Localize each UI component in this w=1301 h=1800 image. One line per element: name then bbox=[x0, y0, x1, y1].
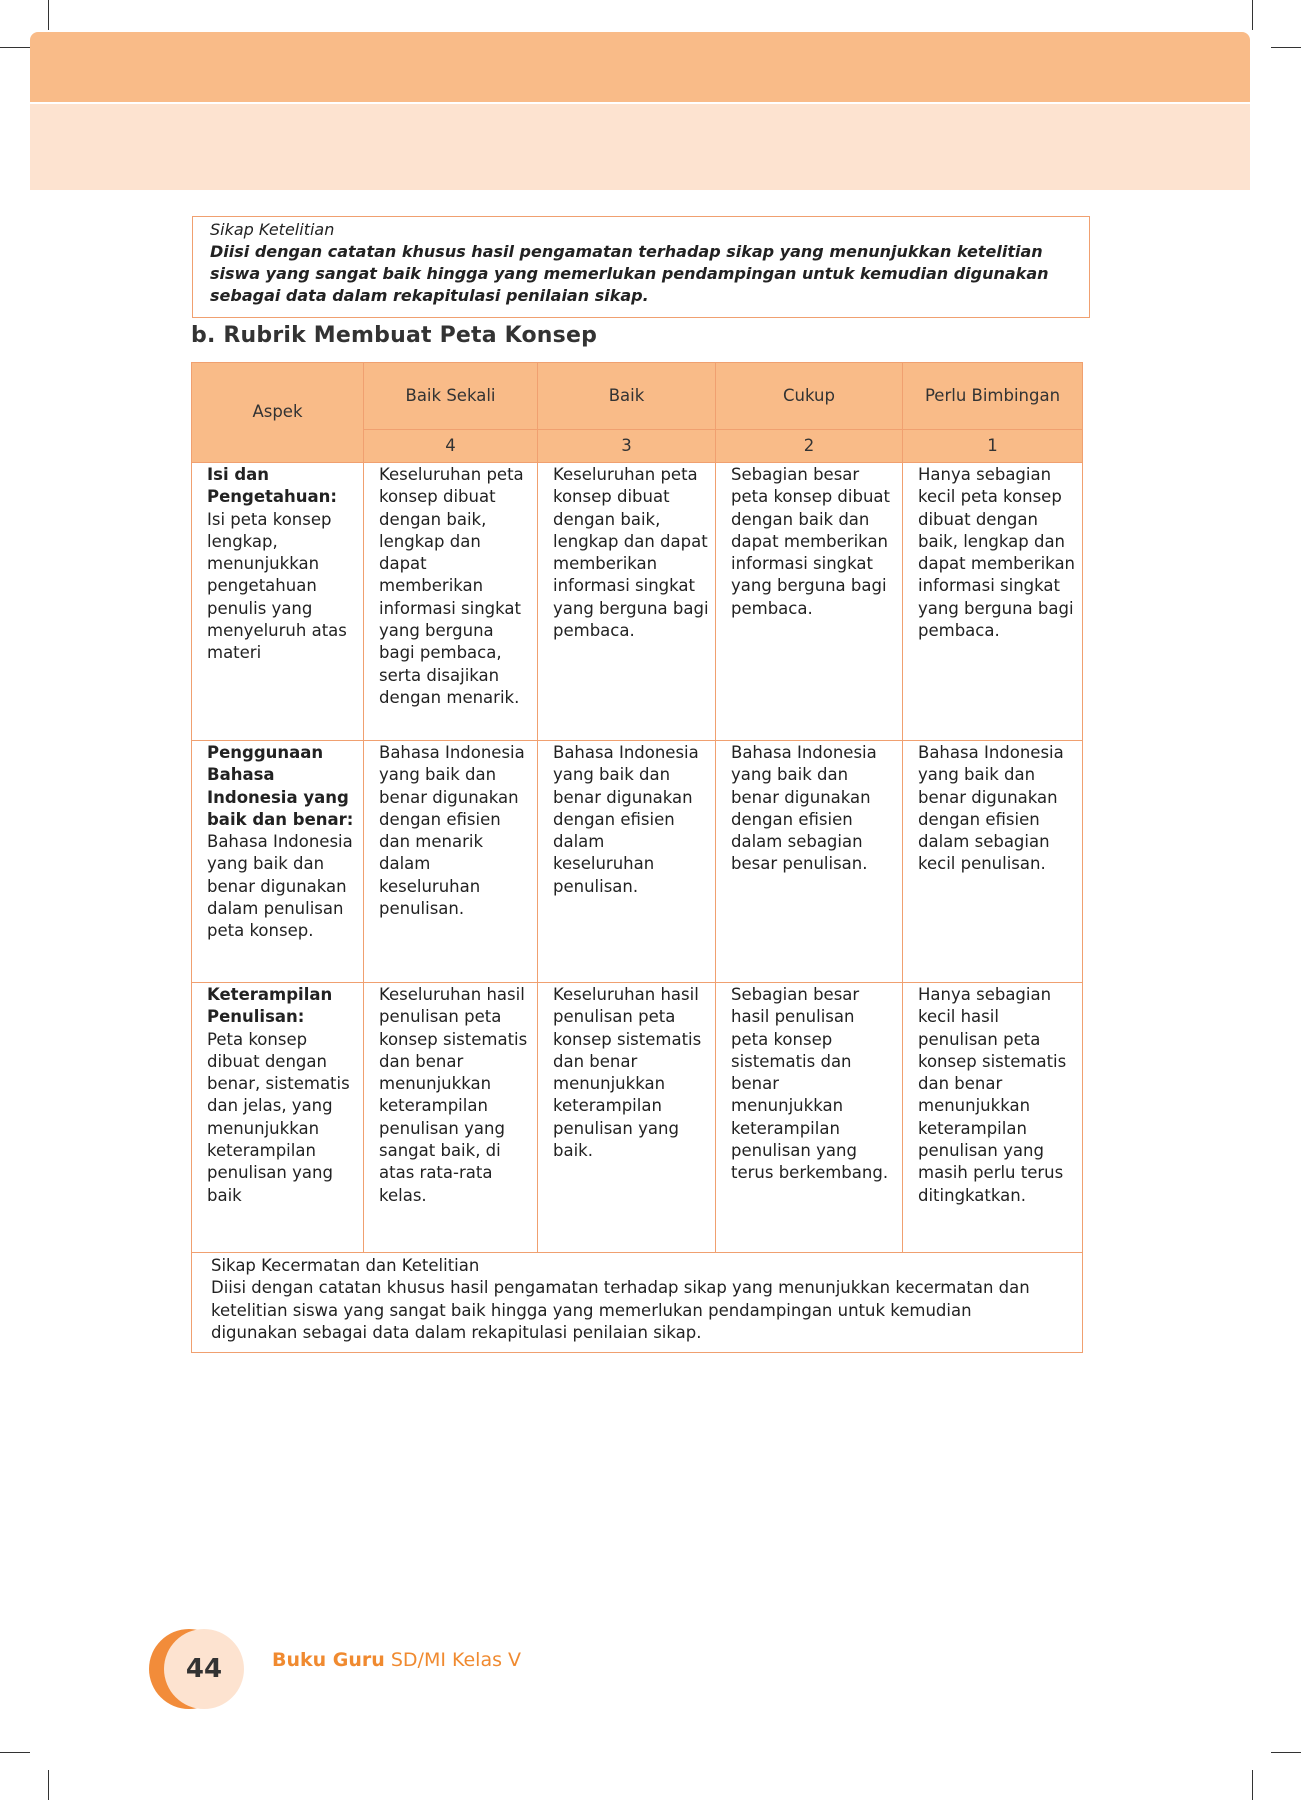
section-title: b. Rubrik Membuat Peta Konsep bbox=[191, 323, 598, 348]
table-footer-row bbox=[192, 1253, 1083, 1353]
table-row bbox=[192, 741, 1083, 983]
table-cell: Bahasa Indonesia yang baik dan benar digunakan dengan efisien dalam sebagian kecil penulisan. bbox=[903, 741, 1083, 983]
crop-mark bbox=[48, 0, 49, 30]
table-header-row bbox=[192, 363, 1083, 430]
table-cell: Bahasa Indonesia yang baik dan benar digunakan dengan efisien dalam sebagian besar penulisan. bbox=[716, 741, 903, 983]
score-header: 3 bbox=[538, 430, 716, 463]
table-cell: Hanya sebagian kecil peta konsep dibuat dengan baik, lengkap dan dapat memberikan informasi singkat yang berguna bagi pembaca. bbox=[903, 463, 1083, 741]
aspect-cell bbox=[192, 463, 364, 741]
footer-note-text: Diisi dengan catatan khusus hasil pengamatan terhadap sikap yang menunjukkan kecermatan dan ketelitian siswa yang sangat baik hingga yang memerlukan pendampingan untuk kemudian digunakan sebagai data dalam rekapitulasi penilaian sikap. bbox=[211, 1278, 1030, 1342]
crop-mark bbox=[48, 1770, 49, 1800]
book-title-rest: SD/MI Kelas V bbox=[384, 1649, 522, 1671]
crop-mark bbox=[1271, 47, 1301, 48]
table-cell: Keseluruhan peta konsep dibuat dengan baik, lengkap dan dapat memberikan informasi singkat yang berguna bagi pembaca, serta disajikan dengan menarik. bbox=[364, 463, 538, 741]
table-cell: Keseluruhan hasil penulisan peta konsep sistematis dan benar menunjukkan keterampilan penulisan yang sangat baik, di atas rata-rata kelas. bbox=[364, 983, 538, 1253]
aspect-desc: Peta konsep dibuat dengan benar, sistematis dan jelas, yang menunjukkan keterampilan penulisan yang baik bbox=[207, 1029, 350, 1205]
level-header: Baik bbox=[538, 363, 716, 430]
score-header: 1 bbox=[903, 430, 1083, 463]
level-header: Perlu Bimbingan bbox=[903, 363, 1083, 430]
score-header: 2 bbox=[716, 430, 903, 463]
aspect-header: Aspek bbox=[192, 363, 364, 463]
table-row bbox=[192, 463, 1083, 741]
crop-mark bbox=[0, 47, 30, 48]
level-header: Cukup bbox=[716, 363, 903, 430]
table-row bbox=[192, 983, 1083, 1253]
table-cell: Keseluruhan peta konsep dibuat dengan baik, lengkap dan dapat memberikan informasi singkat yang berguna bagi pembaca. bbox=[538, 463, 716, 741]
crop-mark bbox=[1271, 1752, 1301, 1753]
footer-note-title: Sikap Kecermatan dan Ketelitian bbox=[211, 1256, 480, 1275]
crop-mark bbox=[1252, 1770, 1253, 1800]
table-cell: Keseluruhan hasil penulisan peta konsep sistematis dan benar menunjukkan keterampilan penulisan yang baik. bbox=[538, 983, 716, 1253]
book-title-bold: Buku Guru bbox=[272, 1649, 385, 1671]
note-title: Sikap Ketelitian bbox=[210, 220, 335, 239]
table-footer-cell bbox=[192, 1253, 1083, 1353]
book-title bbox=[272, 1645, 521, 1675]
table-cell: Sebagian besar hasil penulisan peta konsep sistematis dan benar menunjukkan keterampilan penulisan yang terus berkembang. bbox=[716, 983, 903, 1253]
header-band-light bbox=[30, 104, 1250, 190]
note-box bbox=[192, 216, 1090, 318]
table-cell: Bahasa Indonesia yang baik dan benar digunakan dengan efisien dan menarik dalam keseluruhan penulisan. bbox=[364, 741, 538, 983]
aspect-title: Isi dan Pengetahuan: bbox=[207, 465, 338, 507]
note-text: Diisi dengan catatan khusus hasil pengamatan terhadap sikap yang menunjukkan ketelitian siswa yang sangat baik hingga yang memerlukan pendampingan untuk kemudian digunakan sebagai data dalam rekapitulasi penilaian sikap. bbox=[210, 242, 1049, 305]
crop-mark bbox=[1252, 0, 1253, 30]
aspect-title: Penggunaan Bahasa Indonesia yang baik dan benar: bbox=[207, 743, 354, 829]
level-header: Baik Sekali bbox=[364, 363, 538, 430]
header-band bbox=[30, 32, 1250, 102]
aspect-desc: Bahasa Indonesia yang baik dan benar digunakan dalam penulisan peta konsep. bbox=[207, 832, 353, 941]
score-header: 4 bbox=[364, 430, 538, 463]
aspect-cell bbox=[192, 741, 364, 983]
table-cell: Hanya sebagian kecil hasil penulisan peta konsep sistematis dan benar menunjukkan keterampilan penulisan yang masih perlu terus ditingkatkan. bbox=[903, 983, 1083, 1253]
aspect-cell bbox=[192, 983, 364, 1253]
rubric-table bbox=[191, 362, 1083, 1353]
aspect-title: Keterampilan Penulisan: bbox=[207, 985, 333, 1027]
table-cell: Sebagian besar peta konsep dibuat dengan baik dan dapat memberikan informasi singkat yang berguna bagi pembaca. bbox=[716, 463, 903, 741]
page-number: 44 bbox=[164, 1629, 244, 1709]
aspect-desc: Isi peta konsep lengkap, menunjukkan pengetahuan penulis yang menyeluruh atas materi bbox=[207, 509, 347, 663]
table-cell: Bahasa Indonesia yang baik dan benar digunakan dengan efisien dalam keseluruhan penulisan. bbox=[538, 741, 716, 983]
crop-mark bbox=[0, 1752, 30, 1753]
